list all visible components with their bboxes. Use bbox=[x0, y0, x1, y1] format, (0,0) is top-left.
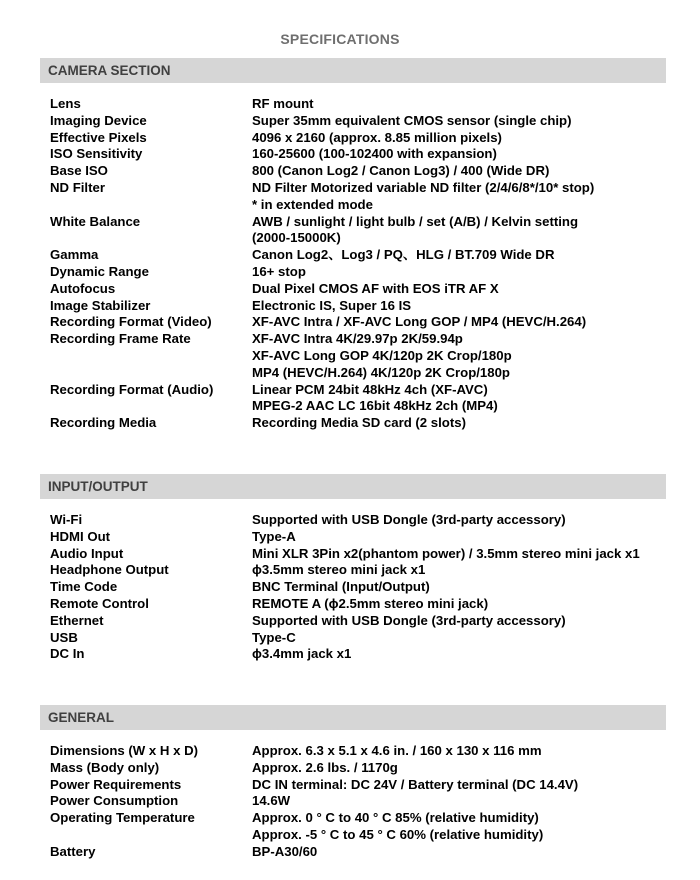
spec-label: Power Consumption bbox=[50, 793, 179, 809]
spec-row bbox=[50, 529, 666, 546]
spec-value: Type-A bbox=[252, 528, 296, 544]
spec-row bbox=[50, 415, 666, 432]
section-heading: INPUT/OUTPUT bbox=[40, 474, 666, 499]
section-heading: GENERAL bbox=[40, 705, 666, 730]
spec-value: Dual Pixel CMOS AF with EOS iTR AF X bbox=[252, 280, 499, 296]
spec-row bbox=[50, 844, 666, 861]
spec-row bbox=[50, 810, 666, 844]
spec-values bbox=[252, 777, 666, 794]
spec-values bbox=[252, 562, 666, 579]
spec-values bbox=[252, 646, 666, 663]
spec-row bbox=[50, 298, 666, 315]
spec-label: Autofocus bbox=[50, 280, 116, 296]
spec-row bbox=[50, 264, 666, 281]
spec-values bbox=[252, 180, 666, 214]
spec-value: 160-25600 (100-102400 with expansion) bbox=[252, 146, 497, 162]
spec-values bbox=[252, 529, 666, 546]
spec-row bbox=[50, 546, 666, 563]
spec-label: Recording Format (Video) bbox=[50, 314, 212, 330]
spec-row bbox=[50, 214, 666, 248]
spec-value: AWB / sunlight / light bulb / set (A/B) / Kelvin setting bbox=[252, 213, 579, 229]
spec-row bbox=[50, 512, 666, 529]
spec-value: Approx. 2.6 lbs. / 1170g bbox=[252, 759, 398, 775]
spec-row bbox=[50, 314, 666, 331]
spec-label: Power Requirements bbox=[50, 776, 182, 792]
spec-label: HDMI Out bbox=[50, 528, 111, 544]
spec-values bbox=[252, 298, 666, 315]
spec-value: Recording Media SD card (2 slots) bbox=[252, 415, 466, 431]
spec-row bbox=[50, 96, 666, 113]
spec-value: MP4 (HEVC/H.264) 4K/120p 2K Crop/180p bbox=[252, 364, 510, 380]
spec-values bbox=[252, 844, 666, 861]
spec-row bbox=[50, 579, 666, 596]
spec-values bbox=[252, 163, 666, 180]
spec-value: (2000-15000K) bbox=[252, 230, 341, 246]
spec-value: Mini XLR 3Pin x2(phantom power) / 3.5mm stereo mini jack x1 bbox=[252, 545, 640, 561]
spec-values bbox=[252, 247, 666, 264]
section-input-output bbox=[40, 474, 666, 663]
spec-label: Remote Control bbox=[50, 595, 149, 611]
spec-row bbox=[50, 596, 666, 613]
spec-row bbox=[50, 130, 666, 147]
spec-value: XF-AVC Intra / XF-AVC Long GOP / MP4 (HEVC/H.264) bbox=[252, 314, 587, 330]
spec-label: Dimensions (W x H x D) bbox=[50, 743, 199, 758]
spec-value: Approx. 6.3 x 5.1 x 4.6 in. / 160 x 130 x 116 mm bbox=[252, 743, 542, 758]
spec-label: White Balance bbox=[50, 213, 141, 229]
spec-row bbox=[50, 613, 666, 630]
spec-label: Recording Frame Rate bbox=[50, 331, 191, 347]
spec-values bbox=[252, 512, 666, 529]
spec-label: DC In bbox=[50, 646, 85, 662]
spec-label: Ethernet bbox=[50, 612, 104, 628]
spec-value: 800 (Canon Log2 / Canon Log3) / 400 (Wide DR) bbox=[252, 163, 550, 179]
spec-row bbox=[50, 247, 666, 264]
spec-values bbox=[252, 596, 666, 613]
spec-values bbox=[252, 613, 666, 630]
spec-value: Type-C bbox=[252, 629, 296, 645]
spec-values bbox=[252, 793, 666, 810]
spec-label: Recording Format (Audio) bbox=[50, 381, 214, 397]
spec-row bbox=[50, 562, 666, 579]
spec-label: Recording Media bbox=[50, 415, 157, 431]
spec-label: Imaging Device bbox=[50, 112, 147, 128]
spec-rows bbox=[40, 743, 666, 861]
spec-row bbox=[50, 743, 666, 760]
spec-row bbox=[50, 382, 666, 416]
spec-label: Wi-Fi bbox=[50, 512, 83, 527]
spec-values bbox=[252, 546, 666, 563]
spec-value: Supported with USB Dongle (3rd-party accessory) bbox=[252, 512, 566, 527]
spec-value: DC IN terminal: DC 24V / Battery terminal (DC 14.4V) bbox=[252, 776, 579, 792]
spec-value: Super 35mm equivalent CMOS sensor (single chip) bbox=[252, 112, 572, 128]
spec-label: Mass (Body only) bbox=[50, 759, 160, 775]
spec-label: Time Code bbox=[50, 579, 118, 595]
spec-value: BP-A30/60 bbox=[252, 843, 318, 859]
spec-values bbox=[252, 331, 666, 381]
spec-label: Audio Input bbox=[50, 545, 124, 561]
spec-values bbox=[252, 113, 666, 130]
spec-value: MPEG-2 AAC LC 16bit 48kHz 2ch (MP4) bbox=[252, 398, 498, 414]
spec-row bbox=[50, 146, 666, 163]
spec-value: XF-AVC Intra 4K/29.97p 2K/59.94p bbox=[252, 331, 463, 347]
spec-value: 16+ stop bbox=[252, 263, 306, 279]
spec-values bbox=[252, 96, 666, 113]
spec-label: ISO Sensitivity bbox=[50, 146, 143, 162]
spec-values bbox=[252, 743, 666, 760]
spec-row bbox=[50, 180, 666, 214]
section-heading: CAMERA SECTION bbox=[40, 58, 666, 83]
section-general bbox=[40, 705, 666, 861]
spec-row bbox=[50, 331, 666, 381]
spec-row bbox=[50, 163, 666, 180]
spec-label: Battery bbox=[50, 843, 96, 859]
spec-row bbox=[50, 630, 666, 647]
spec-value: Supported with USB Dongle (3rd-party accessory) bbox=[252, 612, 566, 628]
spec-row bbox=[50, 777, 666, 794]
spec-values bbox=[252, 760, 666, 777]
spec-row bbox=[50, 646, 666, 663]
spec-value: ϕ3.4mm jack x1 bbox=[252, 646, 352, 662]
spec-label: Dynamic Range bbox=[50, 263, 149, 279]
spec-value: BNC Terminal (Input/Output) bbox=[252, 579, 430, 595]
spec-value: 4096 x 2160 (approx. 8.85 million pixels) bbox=[252, 129, 502, 145]
spec-row bbox=[50, 113, 666, 130]
spec-value: 14.6W bbox=[252, 793, 291, 809]
section-camera bbox=[40, 58, 666, 432]
spec-value: Approx. -5 ° C to 45 ° C 60% (relative humidity) bbox=[252, 826, 544, 842]
spec-label: Effective Pixels bbox=[50, 129, 147, 145]
spec-value: REMOTE A (ϕ2.5mm stereo mini jack) bbox=[252, 595, 489, 611]
spec-label: Base ISO bbox=[50, 163, 108, 179]
spec-values bbox=[252, 630, 666, 647]
spec-label: ND Filter bbox=[50, 179, 105, 195]
spec-value: Approx. 0 ° C to 40 ° C 85% (relative humidity) bbox=[252, 810, 539, 826]
spec-value: XF-AVC Long GOP 4K/120p 2K Crop/180p bbox=[252, 347, 512, 363]
spec-values bbox=[252, 264, 666, 281]
spec-values bbox=[252, 314, 666, 331]
spec-label: USB bbox=[50, 629, 78, 645]
page-title: SPECIFICATIONS bbox=[280, 31, 400, 47]
spec-value: ϕ3.5mm stereo mini jack x1 bbox=[252, 562, 426, 578]
spec-label: Operating Temperature bbox=[50, 810, 195, 826]
spec-label: Image Stabilizer bbox=[50, 297, 151, 313]
spec-row bbox=[50, 281, 666, 298]
spec-value: ND Filter Motorized variable ND filter (2/4/6/8*/10* stop) bbox=[252, 179, 595, 195]
spec-row bbox=[50, 793, 666, 810]
spec-value: Linear PCM 24bit 48kHz 4ch (XF-AVC) bbox=[252, 381, 488, 397]
spec-values bbox=[252, 130, 666, 147]
spec-values bbox=[252, 579, 666, 596]
spec-label: Headphone Output bbox=[50, 562, 169, 578]
spec-value: * in extended mode bbox=[252, 196, 373, 212]
spec-values bbox=[252, 281, 666, 298]
spec-values bbox=[252, 810, 666, 844]
spec-rows bbox=[40, 96, 666, 432]
spec-values bbox=[252, 214, 666, 248]
spec-values bbox=[252, 415, 666, 432]
spec-label: Gamma bbox=[50, 247, 99, 263]
spec-label: Lens bbox=[50, 96, 81, 111]
spec-value: Electronic IS, Super 16 IS bbox=[252, 297, 412, 313]
spec-value: RF mount bbox=[252, 96, 314, 111]
spec-values bbox=[252, 382, 666, 416]
spec-row bbox=[50, 760, 666, 777]
spec-rows bbox=[40, 512, 666, 663]
spec-value: Canon Log2、Log3 / PQ、HLG / BT.709 Wide DR bbox=[252, 247, 555, 263]
spec-values bbox=[252, 146, 666, 163]
